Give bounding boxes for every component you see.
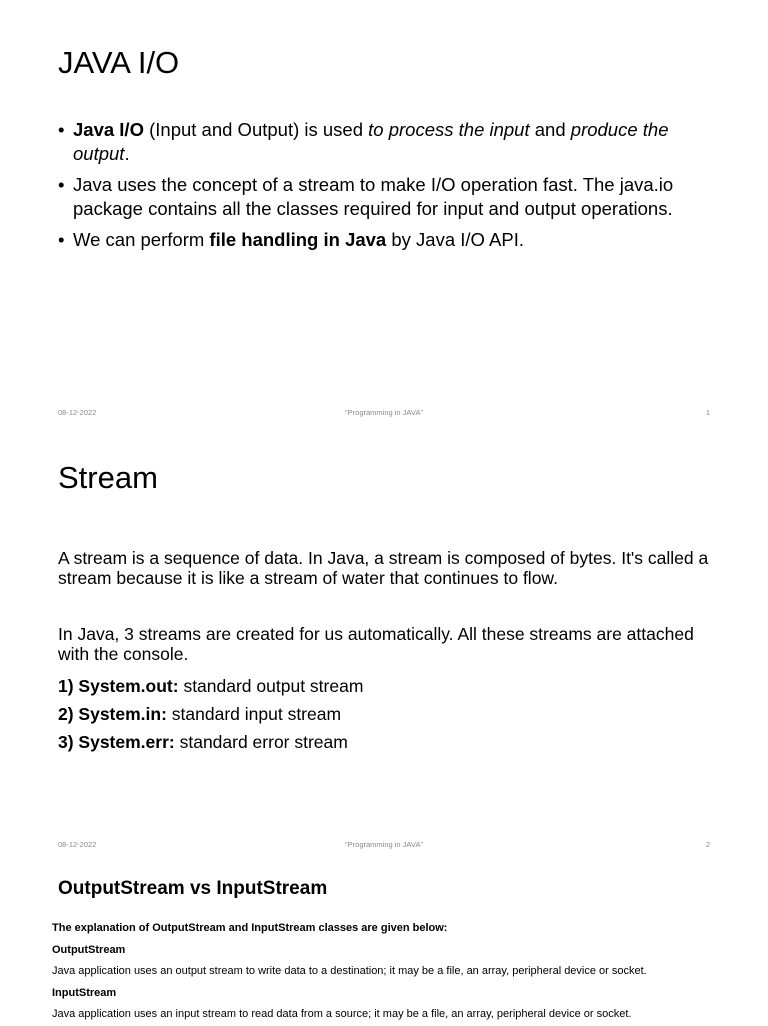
stream-label: 2) System.in: <box>58 704 167 724</box>
italic-text: to process the input <box>368 119 530 140</box>
list-item <box>58 700 363 728</box>
italic-text: produce the output <box>73 119 669 164</box>
footer-title: "Programming in JAVA" <box>345 840 423 849</box>
stream-list <box>58 672 363 756</box>
bold-text: Java I/O <box>73 119 144 140</box>
text: and <box>529 119 571 140</box>
text: We can perform <box>73 229 210 250</box>
text: . <box>124 143 130 164</box>
slide-footer <box>0 408 768 420</box>
bullet-list <box>58 118 708 259</box>
input-title: InputStream <box>52 986 117 999</box>
stream-label: 3) System.err: <box>58 732 175 752</box>
explanation-lines <box>52 918 762 1026</box>
stream-desc: standard error stream <box>174 732 348 752</box>
bullet-item <box>58 118 708 166</box>
list-item <box>58 672 363 700</box>
list-item <box>58 728 363 756</box>
slide-title: JAVA I/O <box>58 45 180 80</box>
paragraph: A stream is a sequence of data. In Java, a stream is composed of bytes. It's called a stream because it is like a stream of water that continues to flow. <box>58 548 709 588</box>
text: (Input and Output) is used <box>143 119 369 140</box>
slide-stream <box>0 432 768 864</box>
page-number: 2 <box>705 840 710 849</box>
slide-output-vs-input <box>0 864 768 1024</box>
output-title: OutputStream <box>52 943 126 956</box>
footer-date: 08-12-2022 <box>58 840 97 849</box>
input-description: Java application uses an input stream to read data from a source; it may be a file, an array, peripheral device or socket. <box>52 1008 632 1020</box>
intro-line: The explanation of OutputStream and InputStream classes are given below: <box>52 922 448 934</box>
page-number: 1 <box>705 408 710 417</box>
output-description: Java application uses an output stream to write data to a destination; it may be a file, an array, peripheral device or socket. <box>52 965 647 977</box>
text: by Java I/O API. <box>386 229 525 250</box>
slide-title: Stream <box>58 460 158 495</box>
bullet-item <box>58 228 708 252</box>
footer-date: 08-12-2022 <box>58 408 97 417</box>
bullet-item: • Java uses the concept of a stream to make I/O operation fast. The java.io package contains all the classes required for input and output operations. <box>58 173 708 221</box>
stream-desc: standard input stream <box>166 704 342 724</box>
footer-title: "Programming in JAVA" <box>345 408 423 417</box>
slide-java-io <box>0 0 768 432</box>
paragraph: In Java, 3 streams are created for us automatically. All these streams are attached with the console. <box>58 624 694 664</box>
stream-desc: standard output stream <box>178 676 364 696</box>
stream-label: 1) System.out: <box>58 676 179 696</box>
slide-heading: OutputStream vs InputStream <box>58 878 328 899</box>
slide-footer <box>0 840 768 852</box>
bold-text: file handling in Java <box>209 229 387 250</box>
